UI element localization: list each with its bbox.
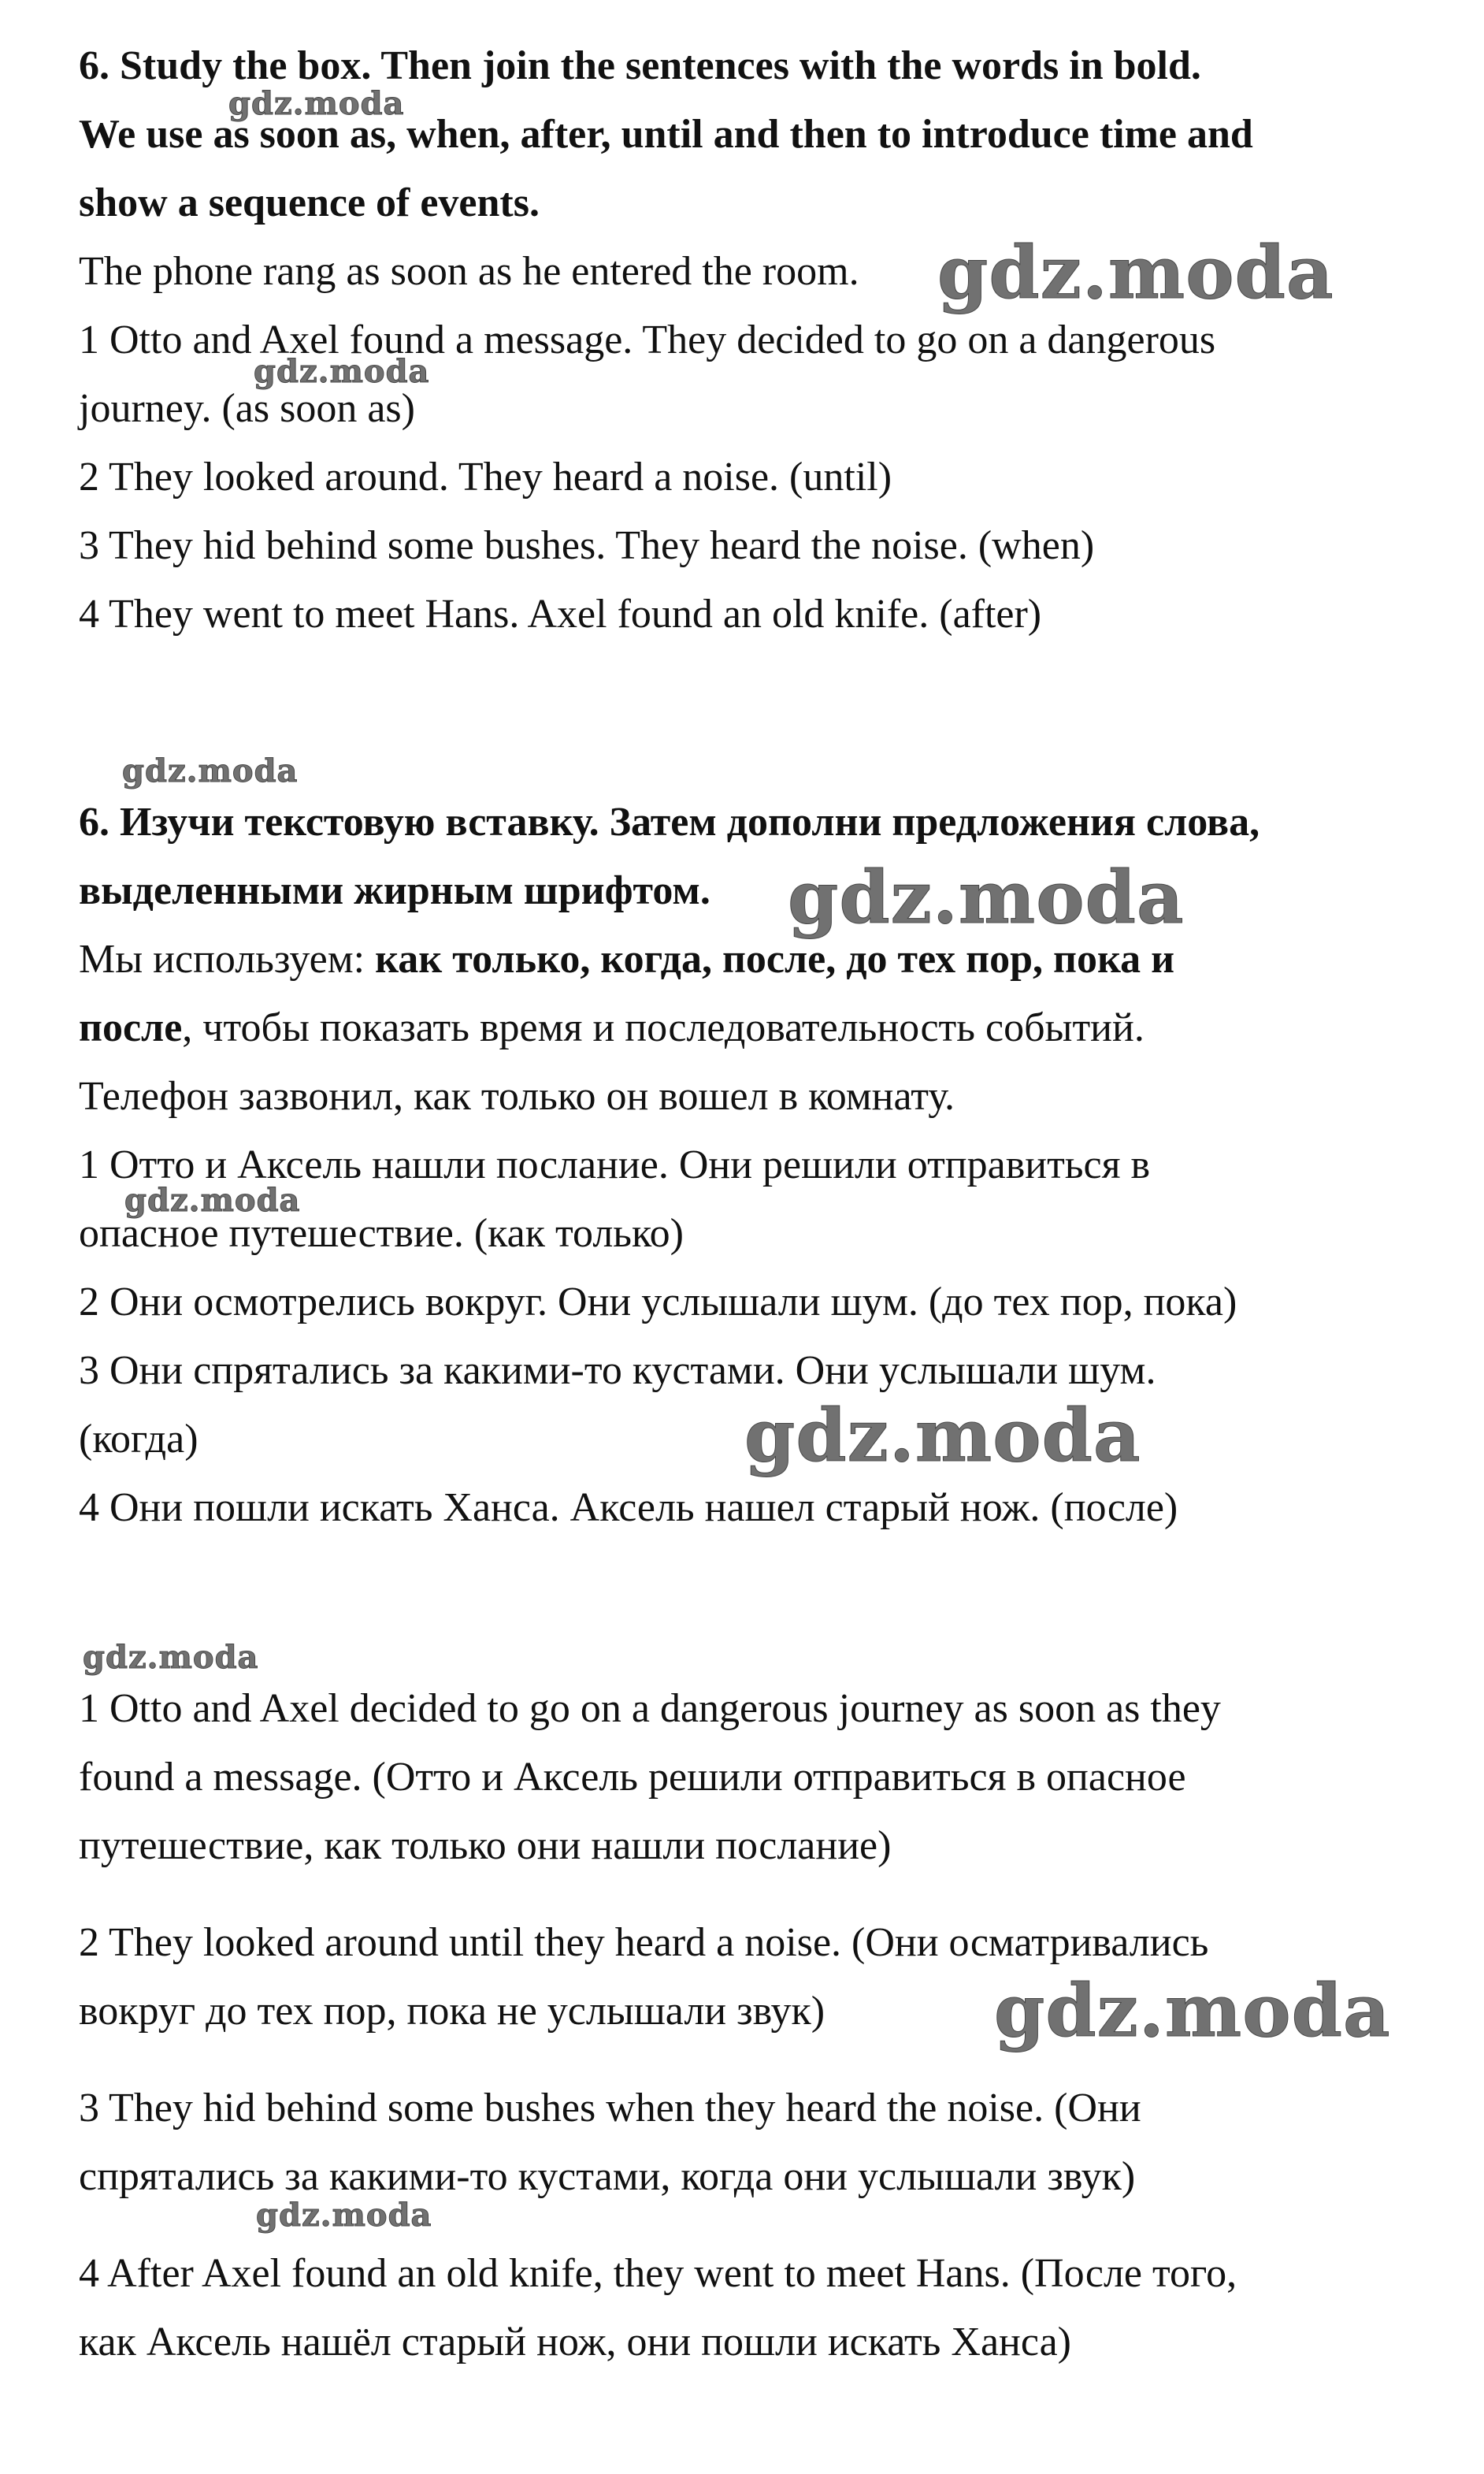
intro-ru-bold-words: как только, когда, после, до тех пор, пока и: [375, 937, 1175, 982]
task-heading-line-2: We use as soon as, when, after, until and then to introduce time and: [79, 112, 1253, 157]
example-sentence: The phone rang as soon as he entered the room.: [79, 249, 859, 294]
exercise-ru-item-2: 2 Они осмотрелись вокруг. Они услышали шум. (до тех пор, пока): [79, 1280, 1237, 1324]
intro-ru-bold-word: после: [79, 1005, 183, 1050]
exercise-ru-item-1-line-1: 1 Отто и Аксель нашли послание. Они решили отправиться в: [79, 1142, 1151, 1187]
intro-ru-prefix: Мы используем:: [79, 937, 376, 982]
answer-1-line-2: found a message. (Отто и Аксель решили отправиться в опасное: [79, 1755, 1186, 1800]
answer-2-line-1: 2 They looked around until they heard a noise. (Они осматривались: [79, 1920, 1209, 1965]
answer-1-line-3: путешествие, как только они нашли послание): [79, 1823, 892, 1868]
answer-item-1: [79, 1674, 1237, 1880]
exercise-ru-item-1-line-2: опасное путешествие. (как только): [79, 1211, 684, 1256]
watermark-logo: gdz.moda: [122, 752, 299, 789]
intro-ru-line-2: [79, 994, 1260, 1062]
task-heading-ru-line-1: 6. Изучи текстовую вставку. Затем дополни предложения слова,: [79, 800, 1260, 845]
answer-4-line-1: 4 After Axel found an old knife, they went to meet Hans. (После того,: [79, 2251, 1237, 2296]
english-task-section: [79, 32, 1253, 648]
answer-3-line-2: спрятались за какими-то кустами, когда они услышали звук): [79, 2154, 1136, 2199]
answer-2-line-2: вокруг до тех пор, пока не услышали звук): [79, 1989, 825, 2034]
watermark-logo: gdz.moda: [994, 1968, 1391, 2053]
watermark-logo: gdz.moda: [788, 855, 1185, 940]
watermark-logo: gdz.moda: [937, 230, 1334, 315]
task-heading-ru-line-2: выделенными жирным шрифтом.: [79, 868, 710, 913]
watermark-logo: gdz.moda: [254, 353, 430, 390]
exercise-ru-item-4: 4 Они пошли искать Ханса. Аксель нашел старый нож. (после): [79, 1485, 1178, 1530]
task-heading-line-3: show a sequence of events.: [79, 180, 540, 225]
answer-3-line-1: 3 They hid behind some bushes when they heard the noise. (Они: [79, 2086, 1141, 2130]
answer-item-3: [79, 2074, 1237, 2211]
exercise-item-1-line-1: 1 Otto and Axel found a message. They decided to go on a dangerous: [79, 318, 1216, 362]
exercise-item-1-line-2: journey. (as soon as): [79, 386, 415, 431]
watermark-logo: gdz.moda: [83, 1639, 259, 1676]
answer-item-4: [79, 2239, 1237, 2376]
answer-4-line-2: как Аксель нашёл старый нож, они пошли искать Ханса): [79, 2320, 1071, 2364]
exercise-item-4: 4 They went to meet Hans. Axel found an old knife. (after): [79, 592, 1042, 637]
exercise-item-3: 3 They hid behind some bushes. They heard the noise. (when): [79, 523, 1095, 568]
watermark-logo: gdz.moda: [744, 1393, 1141, 1478]
answer-1-line-1: 1 Otto and Axel decided to go on a dangerous journey as soon as they: [79, 1686, 1221, 1731]
intro-ru-rest: , чтобы показать время и последовательность событий.: [182, 1005, 1145, 1050]
exercise-ru-item-3-line-2: (когда): [79, 1417, 198, 1462]
watermark-logo: gdz.moda: [124, 1182, 301, 1219]
watermark-logo: gdz.moda: [256, 2197, 432, 2234]
watermark-logo: gdz.moda: [228, 85, 405, 122]
task-heading-line-1: 6. Study the box. Then join the sentences with the words in bold.: [79, 43, 1201, 88]
exercise-ru-item-3-line-1: 3 Они спрятались за какими-то кустами. Они услышали шум.: [79, 1348, 1156, 1393]
example-ru: Телефон зазвонил, как только он вошел в комнату.: [79, 1074, 955, 1119]
exercise-item-2: 2 They looked around. They heard a noise. (until): [79, 455, 892, 500]
